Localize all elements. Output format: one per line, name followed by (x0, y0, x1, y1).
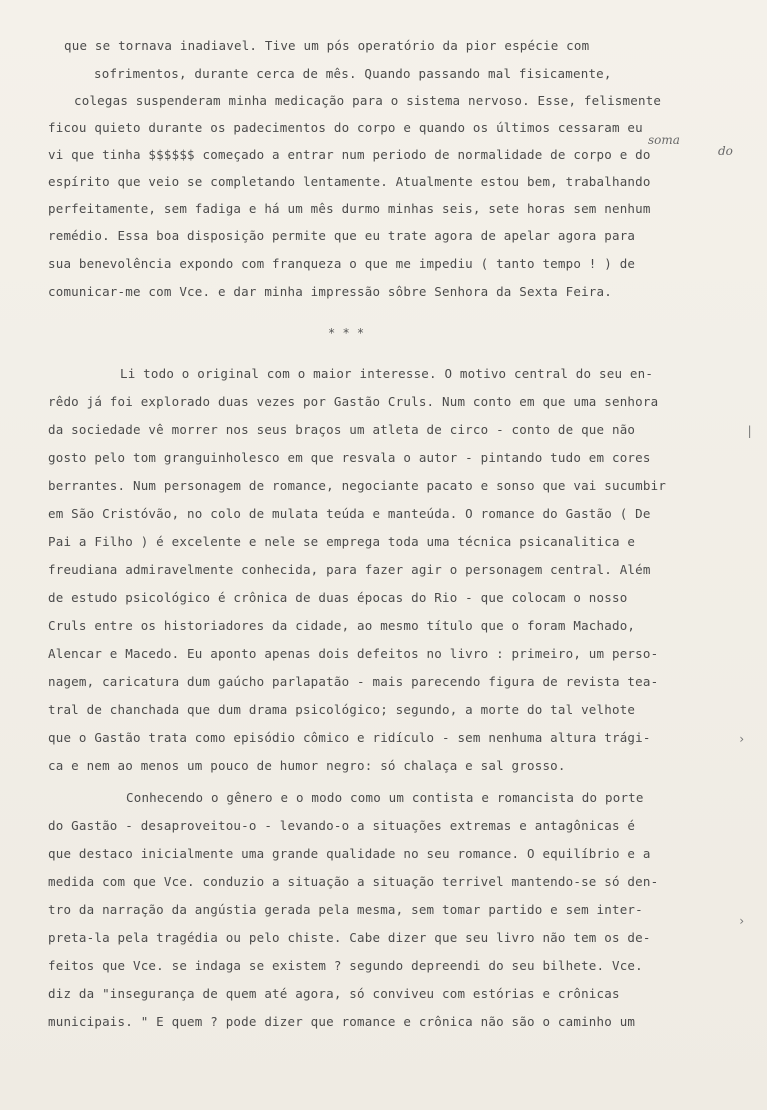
text-line: rêdo já foi explorado duas vezes por Gastão Cruls. Num conto em que uma senhora (48, 394, 659, 409)
handwritten-correction: soma (648, 133, 680, 147)
text-line: feitos que Vce. se indaga se existem ? segundo depreendi do seu bilhete. Vce. (48, 958, 643, 973)
text-line: Pai a Filho ) é excelente e nele se emprega toda uma técnica psicanalitica e (48, 534, 636, 549)
text-line: Cruls entre os historiadores da cidade, ao mesmo título que o foram Machado, (48, 618, 636, 633)
margin-mark: › (738, 732, 746, 746)
text-line: vi que tinha $$$$$$ começado a entrar num periodo de normalidade de corpo e do (48, 147, 651, 162)
handwritten-correction: do (718, 144, 733, 158)
text-line: medida com que Vce. conduzio a situação a situação terrivel mantendo-se só den- (48, 874, 659, 889)
text-line: berrantes. Num personagem de romance, negociante pacato e sonso que vai sucumbir (48, 478, 667, 493)
text-line: remédio. Essa boa disposição permite que eu trate agora de apelar agora para (48, 228, 636, 243)
text-line: municipais. " E quem ? pode dizer que romance e crônica não são o caminho um (48, 1014, 636, 1029)
text-line: Li todo o original com o maior interesse. O motivo central do seu en- (120, 366, 654, 381)
text-line: sofrimentos, durante cerca de mês. Quando passando mal fisicamente, (94, 66, 612, 81)
text-line: Conhecendo o gênero e o modo como um contista e romancista do porte (126, 790, 644, 805)
text-line: colegas suspenderam minha medicação para o sistema nervoso. Esse, felismente (74, 93, 662, 108)
text-line: que destaco inicialmente uma grande qualidade no seu romance. O equilíbrio e a (48, 846, 651, 861)
text-line: espírito que veio se completando lentamente. Atualmente estou bem, trabalhando (48, 174, 651, 189)
text-line: comunicar-me com Vce. e dar minha impressão sôbre Senhora da Sexta Feira. (48, 284, 612, 299)
text-line: tro da narração da angústia gerada pela mesma, sem tomar partido e sem inter- (48, 902, 643, 917)
text-line: diz da "insegurança de quem até agora, só conviveu com estórias e crônicas (48, 986, 620, 1001)
margin-mark: | (746, 424, 754, 438)
text-line: em São Cristóvão, no colo de mulata teúda e manteúda. O romance do Gastão ( De (48, 506, 651, 521)
text-line: tral de chanchada que dum drama psicológico; segundo, a morte do tal velhote (48, 702, 636, 717)
text-line: do Gastão - desaproveitou-o - levando-o a situações extremas e antagônicas é (48, 818, 636, 833)
text-line: que se tornava inadiavel. Tive um pós operatório da pior espécie com (64, 38, 590, 53)
section-separator: * * * (328, 326, 365, 340)
text-line: perfeitamente, sem fadiga e há um mês durmo minhas seis, sete horas sem nenhum (48, 201, 651, 216)
text-line: de estudo psicológico é crônica de duas épocas do Rio - que colocam o nosso (48, 590, 628, 605)
text-line: ca e nem ao menos um pouco de humor negro: só chalaça e sal grosso. (48, 758, 566, 773)
margin-mark: › (738, 914, 746, 928)
text-line: sua benevolência expondo com franqueza o que me impediu ( tanto tempo ! ) de (48, 256, 636, 271)
text-line: que o Gastão trata como episódio cômico e ridículo - sem nenhuma altura trági- (48, 730, 651, 745)
text-line: gosto pelo tom granguinholesco em que resvala o autor - pintando tudo em cores (48, 450, 651, 465)
text-line: Alencar e Macedo. Eu aponto apenas dois defeitos no livro : primeiro, um perso- (48, 646, 659, 661)
text-line: freudiana admiravelmente conhecida, para fazer agir o personagem central. Além (48, 562, 651, 577)
text-line: nagem, caricatura dum gaúcho parlapatão - mais parecendo figura de revista tea- (48, 674, 659, 689)
text-line: da sociedade vê morrer nos seus braços um atleta de circo - conto de que não (48, 422, 636, 437)
text-line: preta-la pela tragédia ou pelo chiste. Cabe dizer que seu livro não tem os de- (48, 930, 651, 945)
text-line: ficou quieto durante os padecimentos do corpo e quando os últimos cessaram eu (48, 120, 643, 135)
